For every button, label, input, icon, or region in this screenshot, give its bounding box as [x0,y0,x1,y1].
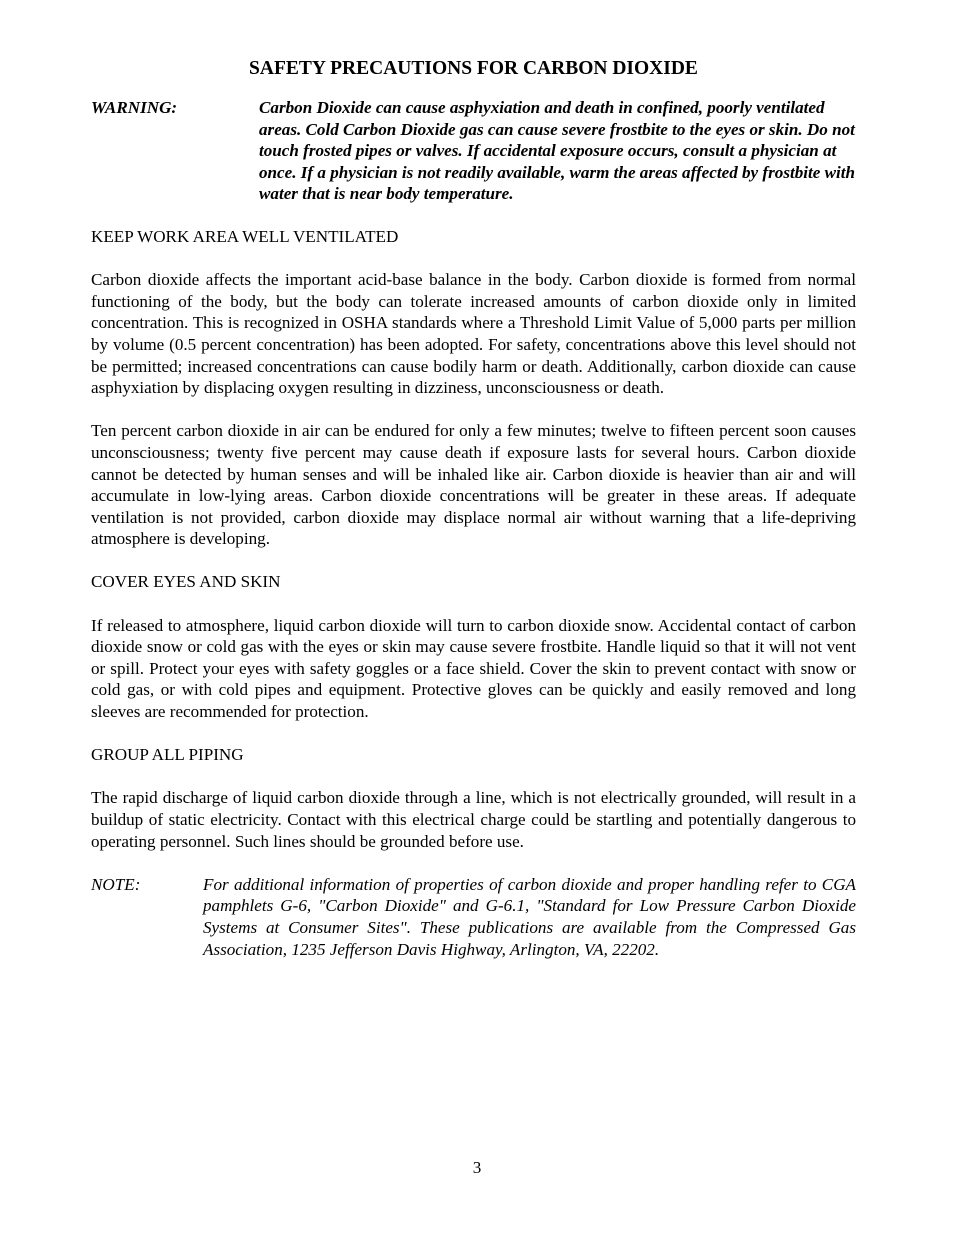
note-block [91,874,856,960]
note-text: For additional information of properties of carbon dioxide and proper handling refer to CGA pamphlets G-6, "Carbon Dioxide" and G-6.1, "Standard for Low Pressure Carbon Dioxide Systems at Consumer Sites". These publications are available from the Compressed Gas Association, 1235 Jefferson Davis Highway, Arlington, VA, 22202. [203,874,856,959]
document-page [91,56,856,960]
page-number: 3 [472,1158,482,1177]
paragraph-ventilation-2: Ten percent carbon dioxide in air can be endured for only a few minutes; twelve to fifteen percent soon causes unconsciousness; twenty five percent may cause death if exposure lasts for several hours. Carbon dioxide cannot be detected by human senses and will be inhaled like air. Carbon dioxide is heavier than air and will accumulate in low-lying areas. Carbon dioxide concentrations will be greater in these areas. If adequate ventilation is not provided, carbon dioxide may displace normal air without warning that a life-depriving atmosphere is developing. [91,421,856,549]
warning-block [91,97,856,205]
page-title: SAFETY PRECAUTIONS FOR CARBON DIOXIDE [249,58,698,79]
section-heading-piping: GROUP ALL PIPING [91,745,244,765]
paragraph-ventilation-1: Carbon dioxide affects the important acid-base balance in the body. Carbon dioxide is formed from normal functioning of the body, but the body can tolerate increased amounts of carbon dioxide only in limited concentration. This is recognized in OSHA standards where a Threshold Limit Value of 5,000 parts per million by volume (0.5 percent concentration) has been adopted. For safety, concentrations above this level should not be permitted; increased concentrations can cause bodily harm or death. Additionally, carbon dioxide can cause asphyxiation by displacing oxygen resulting in dizziness, unconsciousness or death. [91,270,856,398]
warning-label: WARNING: [91,98,178,117]
paragraph-piping: The rapid discharge of liquid carbon dioxide through a line, which is not electrically grounded, will result in a buildup of static electricity. Contact with this electrical charge could be startling and potentially dangerous to operating personnel. Such lines should be grounded before use. [91,788,856,851]
warning-text: Carbon Dioxide can cause asphyxiation and death in confined, poorly ventilated areas. Cold Carbon Dioxide gas can cause severe frostbite to the eyes or skin. Do not touch frosted pipes or valves. If accidental exposure occurs, consult a physician at once. If a physician is not readily available, warm the areas affected by frostbite with water that is near body temperature. [259,98,856,204]
paragraph-eyes-skin: If released to atmosphere, liquid carbon dioxide will turn to carbon dioxide snow. Accidental contact of carbon dioxide snow or cold gas with the eyes or skin may cause severe frostbite. Handle liquid so that it will not vent or spill. Protect your eyes with safety goggles or a face shield. Cover the skin to prevent contact with snow or cold gas, or with cold pipes and equipment. Protective gloves can be quickly and easily removed and long sleeves are recommended for protection. [91,615,856,722]
section-heading-ventilation: KEEP WORK AREA WELL VENTILATED [91,226,399,246]
note-label: NOTE: [91,874,141,894]
section-heading-eyes-skin: COVER EYES AND SKIN [91,572,281,592]
